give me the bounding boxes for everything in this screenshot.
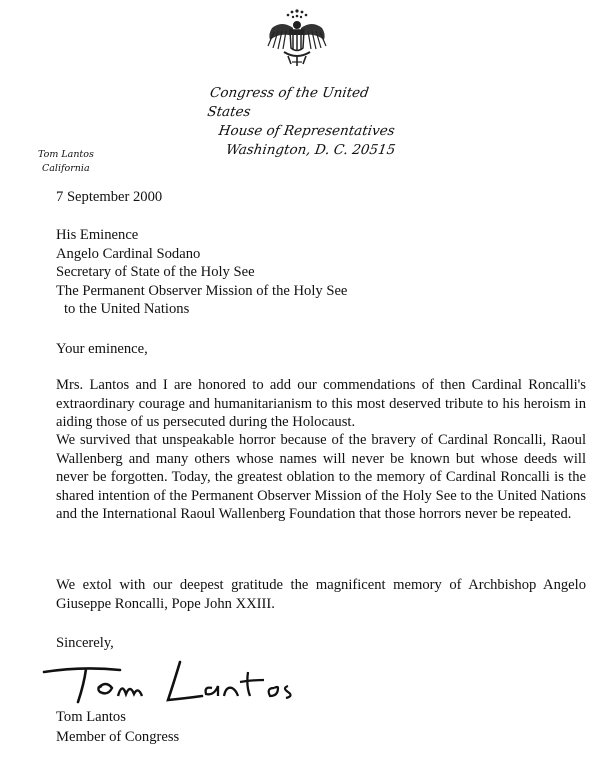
seal-icon xyxy=(262,6,332,70)
sender-block xyxy=(38,148,94,176)
letterhead-congress: Congress of the United States xyxy=(206,85,370,120)
body-paragraph: Mrs. Lantos and I are honored to add our commendations of then Cardinal Roncalli's extraordinary courage and humanitarianism to this most deserved tribute to his heroism in aiding those of us persecuted during the Holocaust. xyxy=(56,377,586,430)
signatory-name: Tom Lantos xyxy=(56,709,126,725)
letterhead-house: House of Representatives xyxy=(217,123,396,139)
recipient-line: His Eminence xyxy=(56,227,139,243)
recipient-line: Secretary of State of the Holy See xyxy=(56,264,255,280)
recipient-address xyxy=(56,226,347,319)
salutation: Your eminence, xyxy=(56,341,148,357)
body-paragraph: We extol with our deepest gratitude the magnificent memory of Archbishop Angelo Giuseppe Roncalli, Pope John XXIII. xyxy=(56,577,586,612)
body-paragraph: We survived that unspeakable horror because of the bravery of Cardinal Roncalli, Raoul Wallenberg and many others whose names will never be known but whose deeds will never be forgotten. Today, the greatest oblation to the memory of Cardinal Roncalli is the shared intention of the Permanent Observer Mission of the Holy See to the United Nations and the International Raoul Wallenberg Foundation that those horrors never be repeated. xyxy=(56,432,586,522)
recipient-line: Angelo Cardinal Sodano xyxy=(56,245,201,262)
signatory-title: Member of Congress xyxy=(56,729,180,745)
signatory-block xyxy=(56,707,179,747)
sender-name: Tom Lantos xyxy=(38,149,94,160)
letter-date: 7 September 2000 xyxy=(56,189,163,205)
closing: Sincerely, xyxy=(56,635,114,651)
sender-state: California xyxy=(42,163,90,174)
letterhead xyxy=(201,84,412,160)
recipient-line: to the United Nations xyxy=(64,301,190,317)
signature xyxy=(42,658,312,706)
letterhead-address: Washington, D. C. 20515 xyxy=(224,142,397,158)
recipient-line: The Permanent Observer Mission of the Holy See xyxy=(56,282,348,299)
